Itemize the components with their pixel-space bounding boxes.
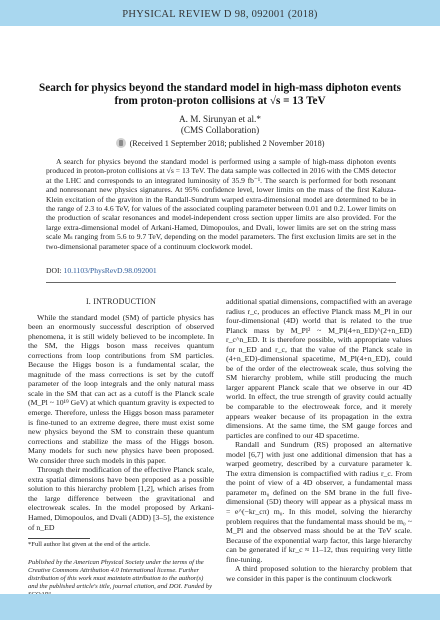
doi-link[interactable]: 10.1103/PhysRevD.98.092001 (63, 266, 157, 275)
running-head: PHYSICAL REVIEW D 98, 092001 (2018) (122, 9, 318, 20)
collaboration: (CMS Collaboration) (180, 125, 260, 135)
left-column (28, 297, 214, 532)
authors[interactable]: A. M. Sirunyan et al.* (179, 114, 261, 124)
divider (46, 282, 396, 283)
paragraph: While the standard model (SM) of particle physics has been an enormously successful description of observed phenomena, it is still widely believed to be incomplete. In the SM, the Higgs boson mass receives quantum corrections from loop contributions from SM particles. Because the Higgs boson is a fundamental scalar, the magnitude of the mass corrections is set by the cutoff parameter of the loop integrals and the only natural mass scale in the SM that can act as a cutoff is the Planck scale (M_Pl ~ 10¹⁹ GeV) at which quantum gravity is expected to emerge. Therefore, unless the Higgs boson mass parameter is fine-tuned to an extreme degree, there must exist some new physics beyond the SM to constrain these quantum corrections and stabilize the mass of the Higgs boson. Many models for such new physics have been proposed. We consider three such models in this paper. (28, 312, 214, 465)
received-text: (Received 1 September 2018; published 2 November 2018) (129, 138, 325, 148)
footnote: *Full author list given at the end of the article. (28, 541, 151, 548)
doi-line (46, 266, 157, 275)
article-title: Search for physics beyond the standard model in high-mass diphoton events from proton-proton collisions at √s = 13 TeV (39, 82, 401, 107)
doi-prefix: DOI: (46, 266, 64, 275)
crossmark-icon[interactable] (116, 138, 126, 148)
paragraph: additional spatial dimensions, compactified with an average radius r_c, produces an effective Planck mass M_Pl in our four-dimensional (4D) world that is related to the true Planck mass by M_Pl² ~ M_Pl(4+n_ED)^(2+n_ED) r_c^n_ED. It is therefore possible, with appropriate values for n_ED and r_c, that the value of the Planck scale in (4+n_ED)-dimensional spacetime, M_Pl(4+n_ED), could be of the order of the electroweak scale, thus solving the SM hierarchy problem, while still producing the much larger apparent Planck scale that we observe in our 4D world. In effect, the true strength of gravity could actually be comparable to the electroweak force, and it merely appears weaker because of its propagation in the extra dimensions. At the same time, the SM gauge forces and particles are confined to our 4D spacetime. (226, 297, 412, 440)
received-line (0, 138, 440, 148)
paragraph: A third proposed solution to the hierarchy problem that we consider in this paper is the continuum clockwork (226, 564, 412, 583)
abstract: A search for physics beyond the standard model is performed using a sample of high-mass diphoton events produced in proton-proton collisions at √s = 13 TeV. The data sample was collected in 2016 with the CMS detector at the LHC and corresponds to an integrated luminosity of 35.9 fb⁻¹. The search is performed for both resonant and nonresonant new physics signatures. At 95% confidence level, lower limits on the mass of the first Kaluza-Klein excitation of the graviton in the Randall-Sundrum warped extra-dimensional model are determined to be in the range of 2.3 to 4.6 TeV, for values of the associated coupling parameter between 0.01 and 0.2. Lower limits on the production of scalar resonances and model-independent cross section upper limits are also provided. For the large extra-dimensional model of Arkani-Hamed, Dimopoulos, and Dvali, lower limits are set on the string mass scale Mₛ ranging from 5.6 to 9.7 TeV, depending on the model parameters. The first exclusion limits are set in the two-dimensional parameter space of a continuum clockwork model. (46, 157, 396, 251)
bottom-banner (0, 594, 440, 620)
top-banner (0, 0, 440, 26)
section-heading: I. INTRODUCTION (85, 297, 157, 306)
footnote-rule (28, 538, 90, 539)
publication-note: Published by the American Physical Society under the terms of the Creative Commons Attribution 4.0 International license. Further distribution of this work must maintain attribution to the author(s) and the published article's title, journal citation, and DOI. Funded by (28, 559, 212, 590)
paragraph: Randall and Sundrum (RS) proposed an alternative model [6,7] with just one additional dimension that has a warped geometry, described by a curvature parameter k. The extra dimension is compactified with radius r_c. From the point of view of a 4D observer, a fundamental mass parameter m₀ defined on the SM brane in the full five-dimensional (5D) theory will appear as a physical mass m = e^(−kr_cπ) m₀. In this model, solving the hierarchy problem requires that the fundamental mass should be m₀ ~ M_Pl and the observed mass should be at the TeV scale. Because of the exponential warp factor, this large hierarchy can be generated if kr_c ≈ 11–12, thus requiring very little fine-tuning. (226, 440, 412, 564)
paragraph: Through their modification of the effective Planck scale, extra spatial dimensions have been proposed as a possible solution to this hierarchy problem [1,2], which arises from the large difference between the gravitational and electroweak scales. In the model proposed by Arkani-Hamed, Dimopoulos, and Dvali (ADD) [3–5], the existence of n_ED (28, 465, 214, 532)
right-column (226, 297, 412, 583)
